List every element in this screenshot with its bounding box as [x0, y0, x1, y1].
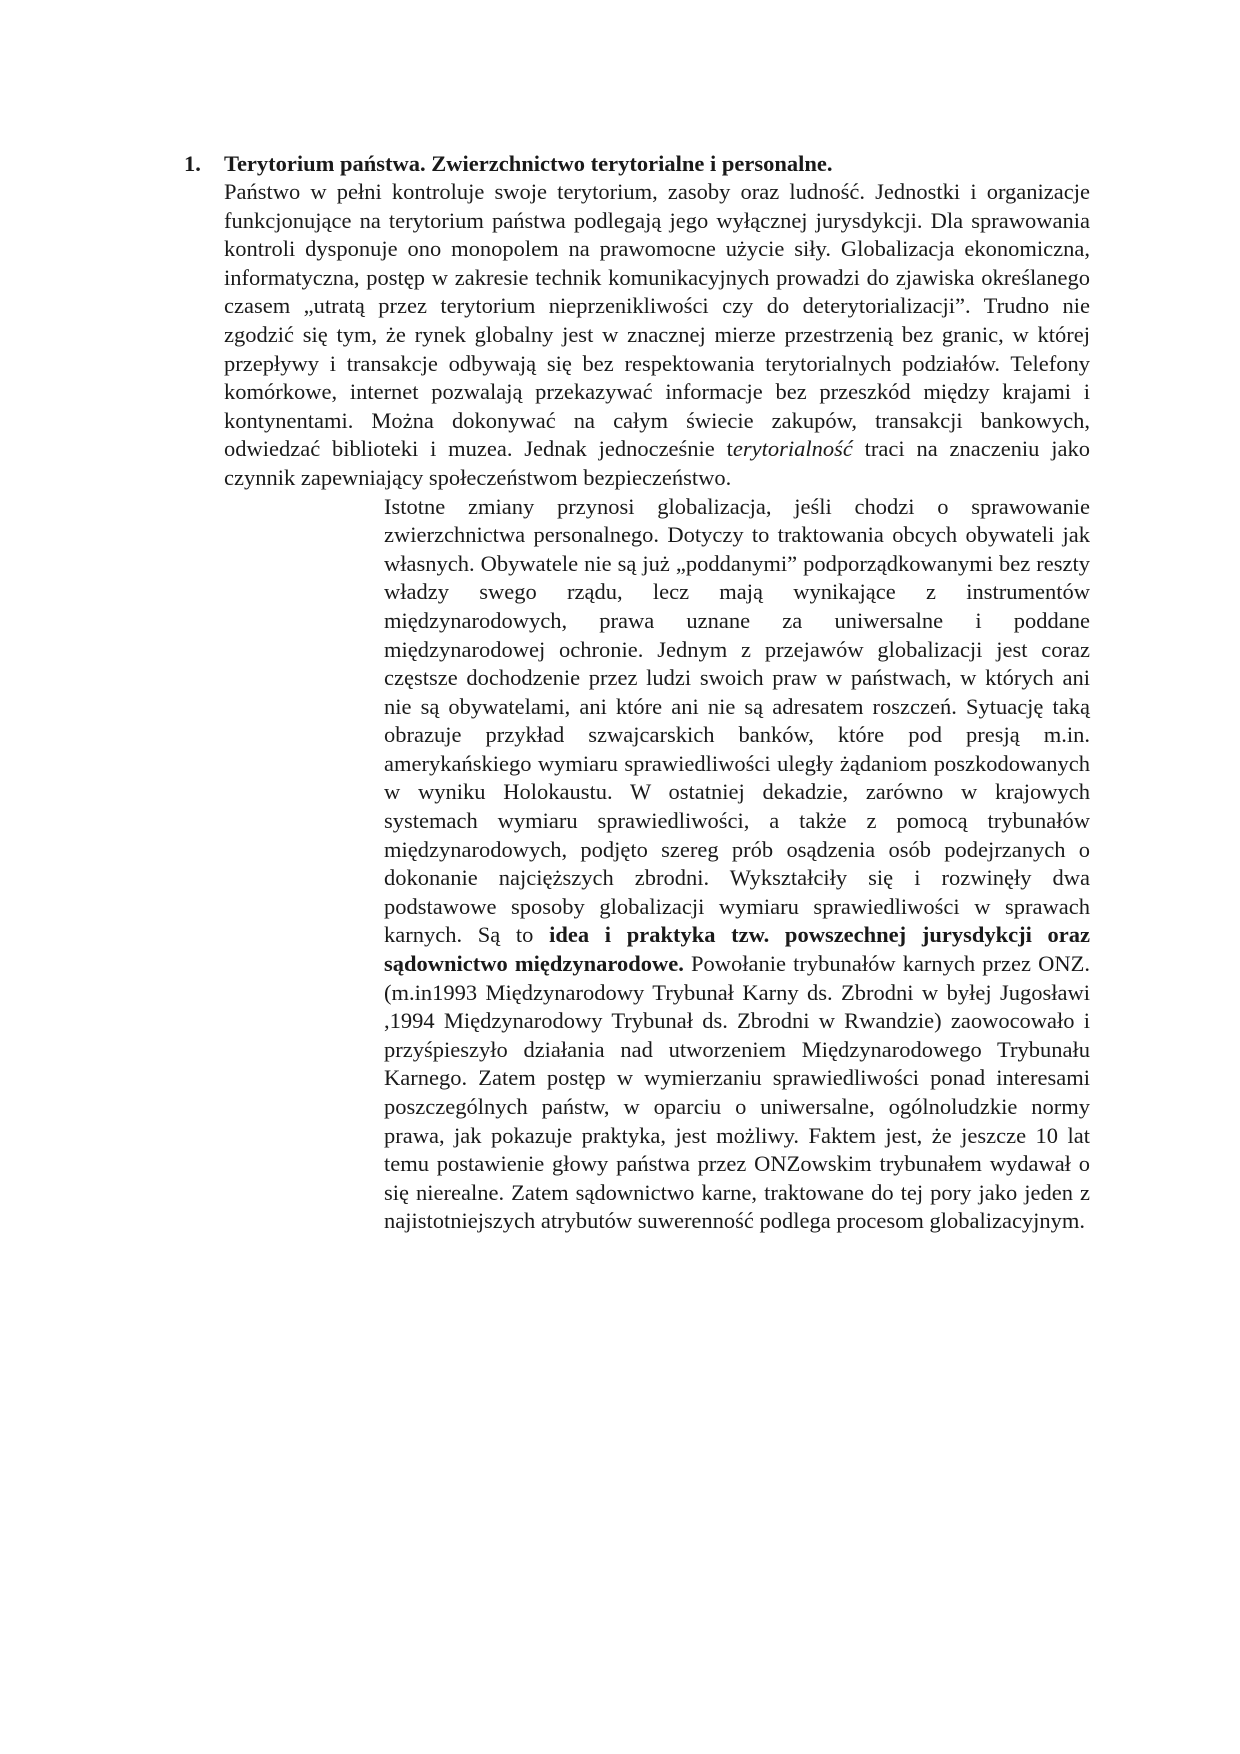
section-1 — [184, 149, 1090, 1236]
paragraph-territory-text-end: traci na znaczeniu jako czynnik zapewniający społeczeństwom bezpieczeństwo. — [224, 436, 1090, 490]
bold-emphasis: idea i praktyka tzw. powszechnej jurysdykcji oraz sądownictwo międzynarodowe. — [384, 922, 1090, 977]
section-number: 1. — [184, 151, 201, 176]
section-body — [224, 178, 1090, 1236]
section-title: Terytorium państwa. Zwierzchnictwo terytorialne i personalne. — [224, 151, 833, 176]
paragraph-personal-text: Istotne zmiany przynosi globalizacja, jeśli chodzi o sprawowanie zwierzchnictwa personalnego. Dotyczy to traktowania obcych obywateli jak własnych. Obywatele nie są już „poddanymi” podporządkowanymi bez reszty władzy swego rządu, lecz mają wynikające z instrumentów międzynarodowych, prawa uznane za uniwersalne i poddane międzynarodowej ochronie. Jednym z przejawów globalizacji jest coraz częstsze dochodzenie przez ludzi swoich praw w państwach, w których ani nie są obywatelami, ani które ani nie są adresatem roszczeń. Sytuację taką obrazuje przykład szwajcarskich banków, które pod presją m.in. amerykańskiego wymiaru sprawiedliwości uległy żądaniom poszkodowanych w wyniku Holokaustu. W ostatniej dekadzie, zarówno w krajowych systemach wymiaru sprawiedliwości, a także z pomocą trybunałów międzynarodowych, podjęto szereg prób osądzenia osób podejrzanych o dokonanie najcięższych zbrodni. Wykształciły się i rozwinęły dwa podstawowe sposoby globalizacji wymiaru sprawiedliwości w sprawach karnych. Są to — [384, 493, 1090, 948]
italic-term: erytorialność — [732, 436, 853, 462]
paragraph-territory — [224, 178, 1090, 493]
paragraph-personal-text-end: Powołanie trybunałów karnych przez ONZ.(m.in1993 Międzynarodowy Trybunał Karny ds. Zbrodni w byłej Jugosławi ,1994 Międzynarodowy Trybunał ds. Zbrodni w Rwandzie) zaowocowało i przyśpieszyło działania nad utworzeniem Międzynarodowego Trybunału Karnego. Zatem postęp w wymierzaniu sprawiedliwości ponad interesami poszczególnych państw, w oparciu o uniwersalne, ogólnoludzkie normy prawa, jak pokazuje praktyka, jest możliwy. Faktem jest, że jeszcze 10 lat temu postawienie głowy państwa przez ONZowskim trybunałem wydawał o się nierealne. Zatem sądownictwo karne, traktowane do tej pory jako jeden z najistotniejszych atrybutów suwerenność podlega procesom globalizacyjnym. — [384, 951, 1090, 1234]
section-heading — [184, 149, 1090, 178]
paragraph-territory-text: Państwo w pełni kontroluje swoje terytorium, zasoby oraz ludność. Jednostki i organizacje funkcjonujące na terytorium państwa podlegają jego wyłącznej jurysdykcji. Dla sprawowania kontroli dysponuje ono monopolem na prawomocne użycie siły. Globalizacja ekonomiczna, informatyczna, postęp w zakresie technik komunikacyjnych prowadzi do zjawiska określanego czasem „utratą przez terytorium nieprzenikliwości czy do deterytorializacji”. Trudno nie zgodzić się tym, że rynek globalny jest w znacznej mierze przestrzenią bez granic, w której przepływy i transakcje odbywają się bez respektowania terytorialnych podziałów. Telefony komórkowe, internet pozwalają przekazywać informacje bez przeszkód między krajami i kontynentami. Można dokonywać na całym świecie zakupów, transakcji bankowych, odwiedzać biblioteki i muzea. Jednak jednocześnie t — [224, 179, 1090, 462]
paragraph-personal — [224, 493, 1090, 1236]
